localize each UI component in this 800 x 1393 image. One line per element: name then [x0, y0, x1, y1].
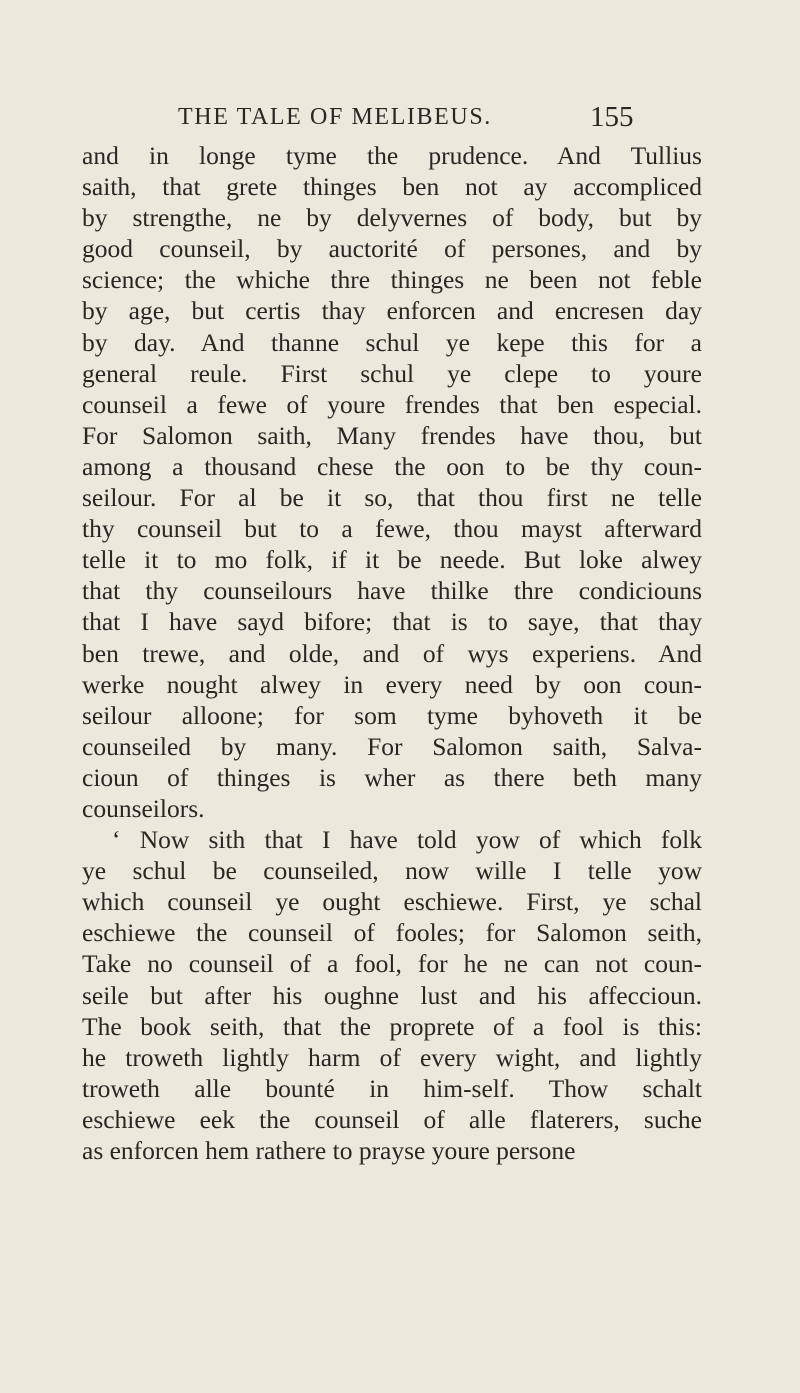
text-line: and in longe tyme the prudence. And Tullius	[82, 141, 702, 170]
text-line-paragraph-start: ‘ Now sith that I have told yow of which folk	[112, 825, 702, 855]
text-line: general reule. First schul ye clepe to youre	[82, 358, 702, 388]
text-line: by age, but certis thay enforcen and encresen day	[82, 296, 702, 326]
text-line: werke nought alwey in every need by oon coun-	[82, 669, 702, 699]
text-line: that thy counseilours have thilke thre condiciouns	[82, 576, 702, 606]
text-line: by strengthe, ne by delyvernes of body, but by	[82, 203, 702, 233]
text-line: saith, that grete thinges ben not ay accompliced	[82, 172, 702, 202]
text-line: counseil a fewe of youre frendes that ben especial.	[82, 389, 702, 419]
text-line: Take no counseil of a fool, for he ne can not coun-	[82, 949, 702, 979]
text-line: good counseil, by auctorité of persones, and by	[82, 234, 702, 264]
text-line: ye schul be counseiled, now wille I telle yow	[82, 856, 702, 886]
running-title: THE TALE OF MELIBEUS.	[178, 104, 492, 130]
text-line: seile but after his oughne lust and his affeccioun.	[82, 980, 702, 1010]
text-line: telle it to mo folk, if it be neede. But loke alwey	[82, 545, 702, 575]
text-line: he troweth lightly harm of every wight, and lightly	[82, 1042, 702, 1072]
page-header	[0, 97, 800, 137]
text-line-paragraph-end: counseilors.	[82, 793, 205, 823]
text-line: counseiled by many. For Salomon saith, Salva-	[82, 731, 702, 761]
text-line: ben trewe, and olde, and of wys experiens. And	[82, 638, 702, 668]
text-line: that I have sayd bifore; that is to saye, that thay	[82, 607, 702, 637]
text-line: among a thousand chese the oon to be thy coun-	[82, 451, 702, 481]
text-line: science; the whiche thre thinges ne been not feble	[82, 265, 702, 295]
text-line: eschiewe eek the counseil of alle flaterers, suche	[82, 1104, 702, 1134]
text-line: For Salomon saith, Many frendes have thou, but	[82, 420, 702, 450]
text-line: troweth alle bounté in him-self. Thow schalt	[82, 1073, 702, 1103]
text-line: by day. And thanne schul ye kepe this for a	[82, 327, 702, 357]
text-line: eschiewe the counseil of fooles; for Salomon seith,	[82, 918, 702, 948]
text-line: seilour. For al be it so, that thou first ne telle	[82, 483, 702, 513]
text-line: as enforcen hem rathere to prayse youre persone	[82, 1136, 576, 1165]
page-number: 155	[590, 101, 634, 133]
body-text	[82, 140, 702, 1166]
text-line: cioun of thinges is wher as there beth many	[82, 762, 702, 792]
text-line: The book seith, that the proprete of a fool is this:	[82, 1011, 702, 1041]
text-line: thy counseil but to a fewe, thou mayst afterward	[82, 514, 702, 544]
text-line: seilour alloone; for som tyme byhoveth it be	[82, 700, 702, 730]
text-line: which counseil ye ought eschiewe. First, ye schal	[82, 887, 702, 917]
